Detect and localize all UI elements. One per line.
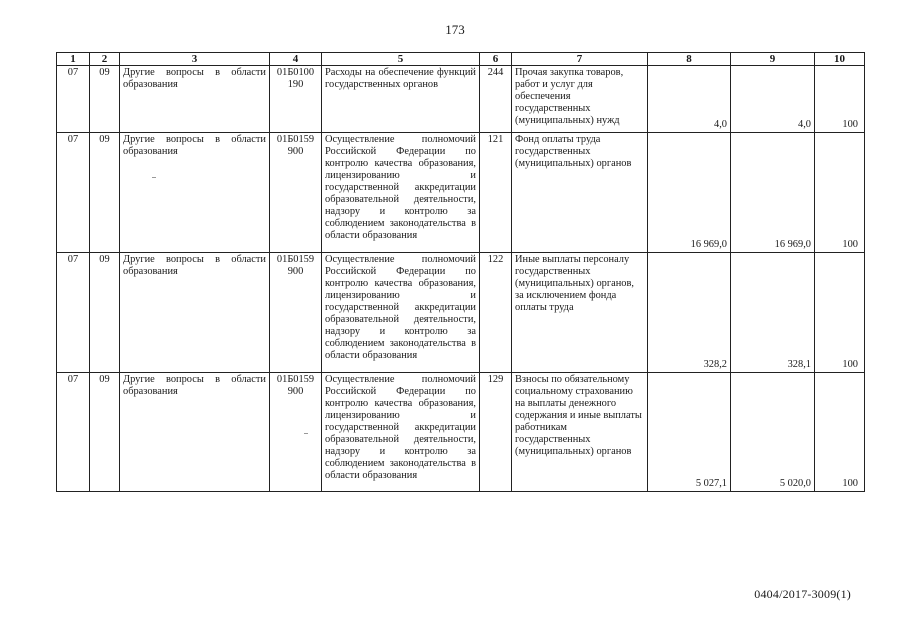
cell-subsection-name: Другие вопросы в области образования	[120, 66, 270, 133]
document-number: 0404/2017-3009(1)	[754, 587, 851, 601]
header-col-10: 10	[815, 53, 865, 66]
cell-expense-type: 122	[480, 253, 512, 373]
cell-plan-amount: 328,2	[648, 253, 731, 373]
header-col-1: 1	[57, 53, 90, 66]
budget-table	[56, 52, 865, 492]
cell-subsection-name: Другие вопросы в области образования	[120, 373, 270, 492]
header-col-7: 7	[512, 53, 648, 66]
cell-subsection: 09	[90, 253, 120, 373]
cell-target-article: 01Б0159 900	[270, 253, 322, 373]
cell-percent: 100	[815, 133, 865, 253]
cell-target-article-name: Осуществление полномочий Российской Федерации по контролю качества образования, лицензированию и государственной аккредитации образовательной деятельности, надзору и контролю за соблюдением законодательства в области образования	[322, 133, 480, 253]
cell-section: 07	[57, 253, 90, 373]
cell-section: 07	[57, 66, 90, 133]
cell-expense-type-name: Прочая закупка товаров, работ и услуг для обеспечения государственных (муниципальных) нужд	[512, 66, 648, 133]
cell-plan-amount: 16 969,0	[648, 133, 731, 253]
cell-expense-type-name: Взносы по обязательному социальному страхованию на выплаты денежного содержания и иные выплаты работникам государственных (муниципальных) органов	[512, 373, 648, 492]
header-col-4: 4	[270, 53, 322, 66]
cell-percent: 100	[815, 66, 865, 133]
table-row	[57, 373, 865, 492]
header-col-5: 5	[322, 53, 480, 66]
scan-speck	[304, 433, 308, 434]
header-col-2: 2	[90, 53, 120, 66]
table-row	[57, 253, 865, 373]
cell-actual-amount: 4,0	[731, 66, 815, 133]
cell-percent: 100	[815, 253, 865, 373]
cell-subsection: 09	[90, 66, 120, 133]
cell-subsection: 09	[90, 373, 120, 492]
scan-speck	[152, 177, 156, 178]
cell-expense-type: 244	[480, 66, 512, 133]
header-row	[57, 53, 865, 66]
header-col-6: 6	[480, 53, 512, 66]
cell-subsection: 09	[90, 133, 120, 253]
cell-expense-type-name: Фонд оплаты труда государственных (муниципальных) органов	[512, 133, 648, 253]
cell-percent: 100	[815, 373, 865, 492]
cell-expense-type: 129	[480, 373, 512, 492]
page-number: 173	[445, 22, 465, 37]
header-col-8: 8	[648, 53, 731, 66]
cell-target-article-name: Расходы на обеспечение функций государственных органов	[322, 66, 480, 133]
header-col-9: 9	[731, 53, 815, 66]
cell-section: 07	[57, 133, 90, 253]
cell-target-article: 01Б0100 190	[270, 66, 322, 133]
cell-plan-amount: 5 027,1	[648, 373, 731, 492]
cell-subsection-name: Другие вопросы в области образования	[120, 253, 270, 373]
cell-actual-amount: 16 969,0	[731, 133, 815, 253]
cell-target-article: 01Б0159 900	[270, 133, 322, 253]
cell-target-article-name: Осуществление полномочий Российской Федерации по контролю качества образования, лицензированию и государственной аккредитации образовательной деятельности, надзору и контролю за соблюдением законодательства в области образования	[322, 253, 480, 373]
cell-expense-type-name: Иные выплаты персоналу государственных (муниципальных) органов, за исключением фонда оплаты труда	[512, 253, 648, 373]
cell-plan-amount: 4,0	[648, 66, 731, 133]
table-row	[57, 133, 865, 253]
cell-target-article: 01Б0159 900	[270, 373, 322, 492]
table-row	[57, 66, 865, 133]
header-col-3: 3	[120, 53, 270, 66]
cell-expense-type: 121	[480, 133, 512, 253]
cell-subsection-name: Другие вопросы в области образования	[120, 133, 270, 253]
cell-actual-amount: 328,1	[731, 253, 815, 373]
cell-actual-amount: 5 020,0	[731, 373, 815, 492]
cell-target-article-name: Осуществление полномочий Российской Федерации по контролю качества образования, лицензированию и государственной аккредитации образовательной деятельности, надзору и контролю за соблюдением законодательства в области образования	[322, 373, 480, 492]
cell-section: 07	[57, 373, 90, 492]
